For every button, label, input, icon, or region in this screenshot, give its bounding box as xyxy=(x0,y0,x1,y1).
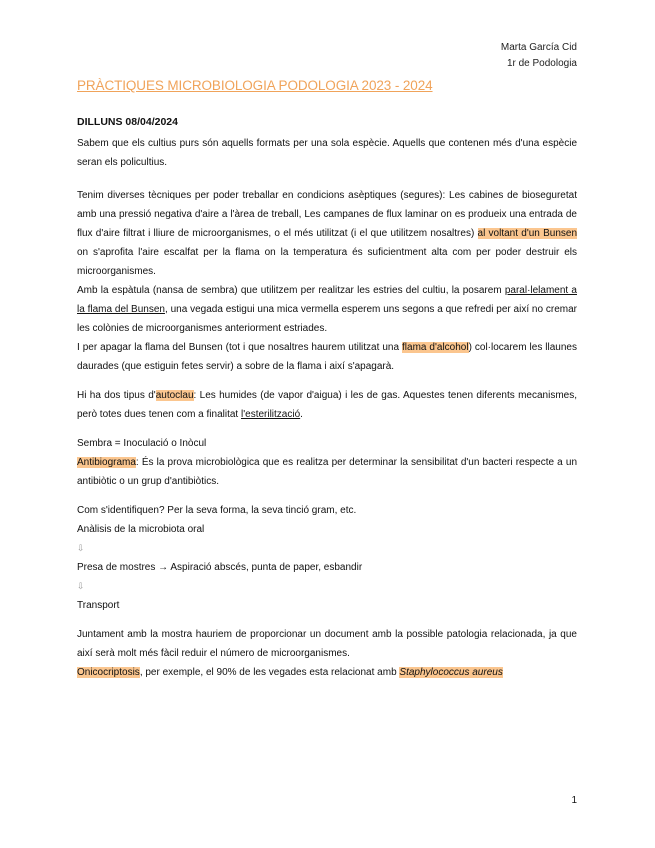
step-sampling: Presa de mostres → Aspiració abscés, punta de paper, esbandir xyxy=(77,562,363,573)
question-identify: Com s'identifiquen? Per la seva forma, la seva tinció gram, etc. xyxy=(77,505,357,516)
paragraph-document: Juntament amb la mostra hauriem de proporcionar un document amb la possible patologia relacionada, ja que així serà molt més fàcil reduir el número de microorganismes. xyxy=(77,629,577,659)
highlight-onicocriptosis: Onicocriptosis xyxy=(77,667,140,678)
paragraph-cultures: Sabem que els cultius purs són aquells formats per una sola espècie. Aquells que contenen més d'una espècie seran els policultius. xyxy=(77,138,577,168)
paragraph-onicocriptosis: Onicocriptosis, per exemple, el 90% de les vegades esta relacionat amb Staphylococcus aureus xyxy=(77,667,503,678)
paragraph-spatula: Amb la espàtula (nansa de sembra) que utilitzem per realitzar les estries del cultiu, la posarem paral·lelament a la flama del Bunsen, una vegada estigui una mica vermella esperem uns segons a que refredi per així no cremar les colònies de microorganismes anteriorment estriades. xyxy=(77,285,577,334)
underline-sterilization: l'esterilització xyxy=(241,409,301,420)
author-name: Marta García Cid xyxy=(500,42,577,53)
document-title: PRÀCTIQUES MICROBIOLOGIA PODOLOGIA 2023 - 2024 xyxy=(77,78,433,93)
step-analysis: Anàlisis de la microbiota oral xyxy=(77,524,205,535)
paragraph-aseptic: Tenim diverses tècniques per poder treballar en condicions asèptiques (segures): Les cabines de bioseguretat amb una pressió negativa d'aire a l'àrea de treball, Les campanes de flux laminar on es produeix una entrada de flux d'aire filtrat i lliure de microorganismes, o el més utilitzat (i el que utilitzem nosaltres) al voltant d'un Bunsen on s'aprofita l'aire escalfat per la flama on la temperatura és suficientment alta com per poder destruir els microorganismes. xyxy=(77,190,578,277)
highlight-staphylococcus: Staphylococcus aureus xyxy=(399,667,503,678)
step-transport: Transport xyxy=(77,600,120,611)
author-block xyxy=(501,40,577,72)
down-arrow-icon: ⇩ xyxy=(77,543,85,553)
down-arrow-icon: ⇩ xyxy=(77,581,85,591)
course-label: 1r de Podologia xyxy=(506,58,577,69)
paragraph-sembra: Sembra = Inoculació o Inòcul xyxy=(77,438,207,449)
highlight-antibiograma: Antibiograma xyxy=(77,457,136,468)
page-number: 1 xyxy=(571,795,577,806)
highlight-autoclau: autoclau xyxy=(155,390,194,401)
date-heading: DILLUNS 08/04/2024 xyxy=(77,116,178,128)
paragraph-antibiogram: Antibiograma: És la prova microbiològica que es realitza per determinar la sensibilitat d'un bacteri respecte a un antibiòtic o un grup d'antibiòtics. xyxy=(77,457,577,487)
underline-parallel: paral·lelament a la flama del Bunsen xyxy=(77,285,577,315)
paragraph-flame: I per apagar la flama del Bunsen (tot i que nosaltres haurem utilitzat una flama d'alcohol) col·locarem les llaunes daurades (que estiguin fetes servir) a sobre de la flama i així s'apagarà. xyxy=(77,342,577,372)
document-body xyxy=(77,113,577,682)
paragraph-autoclave: Hi ha dos tipus d'autoclau: Les humides (de vapor d'aigua) i les de gas. Aquestes tenen diferents mecanismes, però totes dues tenen com a finalitat l'esterilització. xyxy=(77,390,577,420)
highlight-bunsen: al voltant d'un Bunsen xyxy=(477,228,578,239)
highlight-alcohol-flame: flama d'alcohol xyxy=(402,342,469,353)
